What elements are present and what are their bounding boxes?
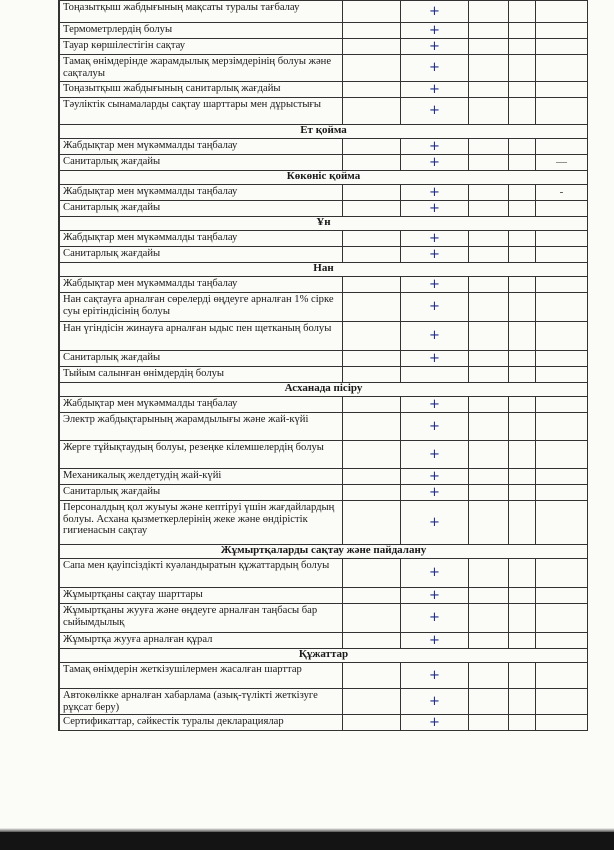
table-row	[60, 397, 588, 413]
check-mark: +	[401, 39, 469, 55]
criterion-label: Автокөлікке арналған хабарлама (азық-түлікті жеткізуге рұқсат беру)	[60, 689, 343, 715]
empty-cell	[469, 82, 509, 98]
empty-cell	[469, 39, 509, 55]
checklist-body	[60, 1, 588, 731]
criterion-label: Жабдықтар мен мүкәммалды таңбалау	[60, 185, 343, 201]
empty-cell	[469, 559, 509, 588]
empty-cell	[469, 469, 509, 485]
empty-cell	[343, 293, 401, 322]
check-mark: +	[401, 397, 469, 413]
check-mark: +	[401, 559, 469, 588]
table-row	[60, 633, 588, 649]
empty-cell	[509, 82, 536, 98]
check-mark: +	[401, 322, 469, 351]
empty-cell	[469, 247, 509, 263]
section-title: Ұн	[60, 217, 588, 231]
table-row	[60, 1, 588, 23]
table-row	[60, 413, 588, 441]
empty-cell	[469, 689, 509, 715]
empty-cell	[509, 559, 536, 588]
table-row	[60, 55, 588, 82]
check-mark: +	[401, 351, 469, 367]
check-mark: +	[401, 231, 469, 247]
empty-cell	[343, 139, 401, 155]
table-row	[60, 663, 588, 689]
empty-cell	[509, 39, 536, 55]
section-header	[60, 649, 588, 663]
empty-cell	[509, 155, 536, 171]
empty-cell	[343, 322, 401, 351]
empty-cell	[343, 98, 401, 125]
criterion-label: Жабдықтар мен мүкәммалды таңбалау	[60, 231, 343, 247]
scan-edge	[0, 832, 614, 850]
empty-cell	[469, 155, 509, 171]
table-row	[60, 201, 588, 217]
criterion-label: Санитарлық жағдайы	[60, 201, 343, 217]
criterion-label: Механикалық желдетудің жай-күйі	[60, 469, 343, 485]
table-row	[60, 185, 588, 201]
criterion-label: Жұмыртқа жууға арналған құрал	[60, 633, 343, 649]
empty-cell	[343, 231, 401, 247]
empty-cell	[469, 588, 509, 604]
check-mark: +	[401, 501, 469, 545]
empty-cell	[509, 322, 536, 351]
empty-cell	[469, 367, 509, 383]
check-mark: +	[401, 277, 469, 293]
empty-cell	[343, 397, 401, 413]
check-mark: +	[401, 485, 469, 501]
empty-cell	[343, 441, 401, 469]
empty-cell	[343, 367, 401, 383]
table-row	[60, 139, 588, 155]
empty-cell	[343, 1, 401, 23]
criterion-label: Жұмыртқаны жууға және өңдеуге арналған таңбасы бар сыйымдылық	[60, 604, 343, 633]
empty-cell	[469, 1, 509, 23]
table-row	[60, 715, 588, 731]
empty-cell	[469, 201, 509, 217]
empty-cell	[509, 715, 536, 731]
criterion-label: Персоналдың қол жуыуы және кептіруі үшін жағдайлардың болуы. Асхана қызметкерлерінің жеке және өндірістік гигиенасын сақтау	[60, 501, 343, 545]
empty-cell	[469, 23, 509, 39]
empty-cell	[509, 277, 536, 293]
empty-cell	[509, 139, 536, 155]
check-mark: +	[401, 663, 469, 689]
criterion-label: Жұмыртқаны сақтау шарттары	[60, 588, 343, 604]
empty-cell	[343, 715, 401, 731]
empty-cell	[509, 367, 536, 383]
note-mark	[536, 39, 588, 55]
table-row	[60, 247, 588, 263]
table-row	[60, 588, 588, 604]
criterion-label: Тыйым салынған өнімдердің болуы	[60, 367, 343, 383]
empty-cell	[509, 485, 536, 501]
note-mark	[536, 55, 588, 82]
table-row	[60, 231, 588, 247]
empty-cell	[343, 663, 401, 689]
criterion-label: Жерге тұйықтаудың болуы, резеңке кілемшелердің болуы	[60, 441, 343, 469]
empty-cell	[509, 588, 536, 604]
note-mark	[536, 604, 588, 633]
criterion-label: Жабдықтар мен мүкәммалды таңбалау	[60, 277, 343, 293]
criterion-label: Тауар көршілестігін сақтау	[60, 39, 343, 55]
note-mark	[536, 139, 588, 155]
empty-cell	[509, 441, 536, 469]
empty-cell	[343, 39, 401, 55]
check-mark: +	[401, 413, 469, 441]
note-mark	[536, 247, 588, 263]
empty-cell	[509, 55, 536, 82]
table-row	[60, 367, 588, 383]
empty-cell	[469, 633, 509, 649]
check-mark: +	[401, 139, 469, 155]
empty-cell	[509, 689, 536, 715]
empty-cell	[343, 55, 401, 82]
check-mark: +	[401, 23, 469, 39]
section-title: Құжаттар	[60, 649, 588, 663]
empty-cell	[343, 201, 401, 217]
empty-cell	[343, 559, 401, 588]
table-row	[60, 98, 588, 125]
check-mark: +	[401, 293, 469, 322]
criterion-label: Санитарлық жағдайы	[60, 155, 343, 171]
check-mark: +	[401, 185, 469, 201]
note-mark	[536, 715, 588, 731]
empty-cell	[469, 277, 509, 293]
empty-cell	[469, 322, 509, 351]
empty-cell	[509, 231, 536, 247]
table-row	[60, 351, 588, 367]
check-mark	[401, 367, 469, 383]
criterion-label: Сапа мен қауіпсіздікті куәландыратын құжаттардың болуы	[60, 559, 343, 588]
empty-cell	[509, 185, 536, 201]
empty-cell	[469, 441, 509, 469]
table-row	[60, 485, 588, 501]
empty-cell	[509, 98, 536, 125]
table-row	[60, 39, 588, 55]
table-row	[60, 322, 588, 351]
table-row	[60, 441, 588, 469]
check-mark: +	[401, 82, 469, 98]
empty-cell	[509, 413, 536, 441]
note-mark	[536, 351, 588, 367]
table-row	[60, 82, 588, 98]
empty-cell	[469, 715, 509, 731]
check-mark: +	[401, 201, 469, 217]
table-row	[60, 689, 588, 715]
check-mark: +	[401, 1, 469, 23]
check-mark: +	[401, 689, 469, 715]
criterion-label: Тоңазытқыш жабдығының санитарлық жағдайы	[60, 82, 343, 98]
empty-cell	[469, 293, 509, 322]
criterion-label: Жабдықтар мен мүкәммалды таңбалау	[60, 397, 343, 413]
criterion-label: Тамақ өнімдерінде жарамдылық мерзімдерінің болуы және сақталуы	[60, 55, 343, 82]
empty-cell	[509, 633, 536, 649]
empty-cell	[509, 397, 536, 413]
note-mark	[536, 397, 588, 413]
section-title: Жұмыртқаларды сақтау және пайдалану	[60, 545, 588, 559]
criterion-label: Сертификаттар, сәйкестік туралы декларациялар	[60, 715, 343, 731]
table-row	[60, 559, 588, 588]
note-mark	[536, 293, 588, 322]
empty-cell	[343, 185, 401, 201]
empty-cell	[469, 231, 509, 247]
check-mark: +	[401, 604, 469, 633]
check-mark: +	[401, 247, 469, 263]
empty-cell	[509, 469, 536, 485]
section-header	[60, 171, 588, 185]
criterion-label: Электр жабдықтарының жарамдылығы және жай-күйі	[60, 413, 343, 441]
empty-cell	[343, 501, 401, 545]
criterion-label: Тәуліктік сынамаларды сақтау шарттары мен дұрыстығы	[60, 98, 343, 125]
note-mark	[536, 201, 588, 217]
empty-cell	[469, 663, 509, 689]
empty-cell	[343, 155, 401, 171]
section-title: Ет қойма	[60, 125, 588, 139]
note-mark	[536, 588, 588, 604]
criterion-label: Нан үгіндісін жинауға арналған ыдыс пен щетканың болуы	[60, 322, 343, 351]
note-mark	[536, 322, 588, 351]
check-mark: +	[401, 469, 469, 485]
empty-cell	[509, 663, 536, 689]
note-mark	[536, 1, 588, 23]
empty-cell	[343, 588, 401, 604]
check-mark: +	[401, 55, 469, 82]
empty-cell	[343, 23, 401, 39]
empty-cell	[509, 247, 536, 263]
note-mark	[536, 277, 588, 293]
empty-cell	[343, 604, 401, 633]
empty-cell	[509, 23, 536, 39]
criterion-label: Санитарлық жағдайы	[60, 247, 343, 263]
section-header	[60, 125, 588, 139]
check-mark: +	[401, 588, 469, 604]
empty-cell	[469, 98, 509, 125]
check-mark: +	[401, 633, 469, 649]
section-title: Көкөніс қойма	[60, 171, 588, 185]
table-row	[60, 501, 588, 545]
section-header	[60, 217, 588, 231]
empty-cell	[343, 277, 401, 293]
checklist-table	[59, 0, 588, 731]
note-mark	[536, 633, 588, 649]
note-mark	[536, 501, 588, 545]
section-header	[60, 383, 588, 397]
empty-cell	[469, 397, 509, 413]
empty-cell	[469, 485, 509, 501]
criterion-label: Термометрлердің болуы	[60, 23, 343, 39]
empty-cell	[343, 633, 401, 649]
empty-cell	[343, 82, 401, 98]
section-title: Нан	[60, 263, 588, 277]
note-mark	[536, 231, 588, 247]
table-row	[60, 277, 588, 293]
check-mark: +	[401, 715, 469, 731]
section-title: Асханада пісіру	[60, 383, 588, 397]
check-mark: +	[401, 441, 469, 469]
check-mark: +	[401, 155, 469, 171]
criterion-label: Нан сақтауға арналған сөрелерді өңдеуге арналған 1% сірке суы ерітіндісінің болуы	[60, 293, 343, 322]
criterion-label: Санитарлық жағдайы	[60, 485, 343, 501]
empty-cell	[469, 185, 509, 201]
empty-cell	[343, 247, 401, 263]
note-mark	[536, 485, 588, 501]
table-row	[60, 293, 588, 322]
empty-cell	[509, 1, 536, 23]
note-mark	[536, 559, 588, 588]
table-row	[60, 155, 588, 171]
checklist-sheet	[58, 0, 587, 731]
empty-cell	[509, 604, 536, 633]
empty-cell	[509, 201, 536, 217]
table-row	[60, 469, 588, 485]
section-header	[60, 545, 588, 559]
note-mark	[536, 82, 588, 98]
table-row	[60, 23, 588, 39]
empty-cell	[469, 139, 509, 155]
criterion-label: Жабдықтар мен мүкәммалды таңбалау	[60, 139, 343, 155]
note-mark	[536, 23, 588, 39]
empty-cell	[469, 413, 509, 441]
empty-cell	[343, 469, 401, 485]
empty-cell	[469, 351, 509, 367]
note-mark	[536, 441, 588, 469]
note-mark: -	[536, 185, 588, 201]
empty-cell	[469, 55, 509, 82]
note-mark	[536, 469, 588, 485]
table-row	[60, 604, 588, 633]
empty-cell	[469, 604, 509, 633]
criterion-label: Тамақ өнімдерін жеткізушілермен жасалған шарттар	[60, 663, 343, 689]
note-mark	[536, 413, 588, 441]
empty-cell	[509, 501, 536, 545]
note-mark	[536, 98, 588, 125]
empty-cell	[509, 293, 536, 322]
empty-cell	[509, 351, 536, 367]
note-mark	[536, 367, 588, 383]
check-mark: +	[401, 98, 469, 125]
criterion-label: Тоңазытқыш жабдығының мақсаты туралы тағбалау	[60, 1, 343, 23]
section-header	[60, 263, 588, 277]
note-mark: —	[536, 155, 588, 171]
note-mark	[536, 689, 588, 715]
empty-cell	[343, 351, 401, 367]
empty-cell	[343, 413, 401, 441]
note-mark	[536, 663, 588, 689]
criterion-label: Санитарлық жағдайы	[60, 351, 343, 367]
empty-cell	[469, 501, 509, 545]
empty-cell	[343, 689, 401, 715]
empty-cell	[343, 485, 401, 501]
